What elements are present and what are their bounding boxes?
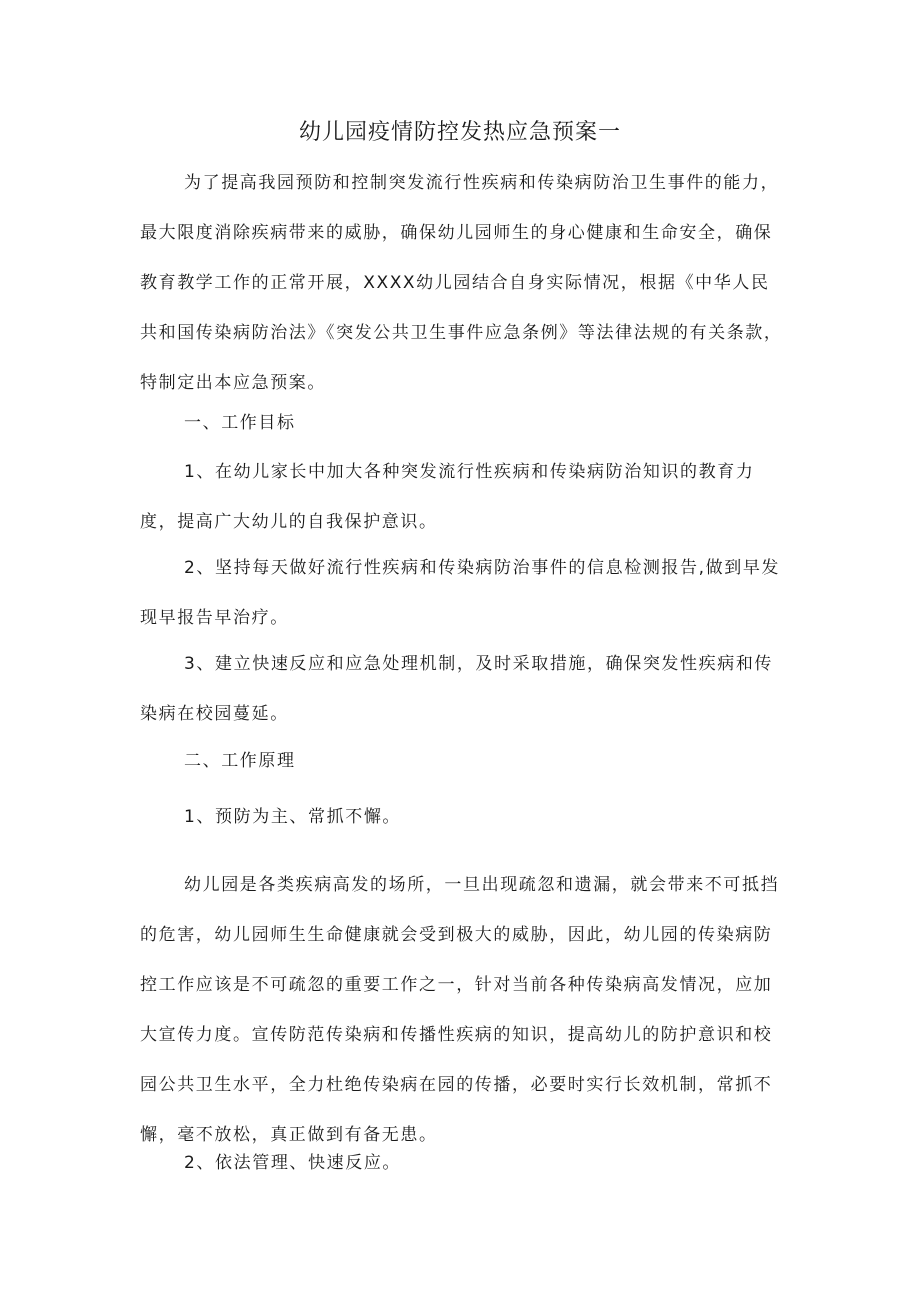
goal-item-1: 1、在幼儿家长中加大各种突发流行性疾病和传染病防治知识的教育力度，提高广大幼儿的自我保护意识。 xyxy=(140,462,755,532)
document-title: 幼儿园疫情防控发热应急预案一 xyxy=(298,120,621,145)
section-heading-principles: 二、工作原理 xyxy=(184,751,296,771)
goal-item-3: 3、建立快速反应和应急处理机制，及时采取措施，确保突发性疾病和传染病在校园蔓延。 xyxy=(140,654,774,724)
goal-item-2: 2、坚持每天做好流行性疾病和传染病防治事件的信息检测报告,做到早发现早报告早治疗。 xyxy=(140,558,781,628)
principle-item-1: 1、预防为主、常抓不懈。 xyxy=(184,807,402,827)
intro-paragraph: 为了提高我园预防和控制突发流行性疾病和传染病防治卫生事件的能力，最大限度消除疾病带来的威胁，确保幼儿园师生的身心健康和生命安全，确保教育教学工作的正常开展，XXXX幼儿园结合自身实际情况，根据《中华人民共和国传染病防治法》《突发公共卫生事件应急条例》等法律法规的有关条款，特制定出本应急预案。 xyxy=(140,173,783,393)
principle-item-2: 2、依法管理、快速反应。 xyxy=(184,1153,402,1173)
principle-paragraph: 幼儿园是各类疾病高发的场所，一旦出现疏忽和遗漏，就会带来不可抵挡的危害，幼儿园师生生命健康就会受到极大的威胁，因此，幼儿园的传染病防控工作应该是不可疏忽的重要工作之一，针对当前各种传染病高发情况，应加大宣传力度。宣传防范传染病和传播性疾病的知识，提高幼儿的防护意识和校园公共卫生水平，全力杜绝传染病在园的传播，必要时实行长效机制，常抓不懈，毫不放松，真正做到有备无患。 xyxy=(140,875,780,1145)
section-heading-goals: 一、工作目标 xyxy=(184,413,296,433)
